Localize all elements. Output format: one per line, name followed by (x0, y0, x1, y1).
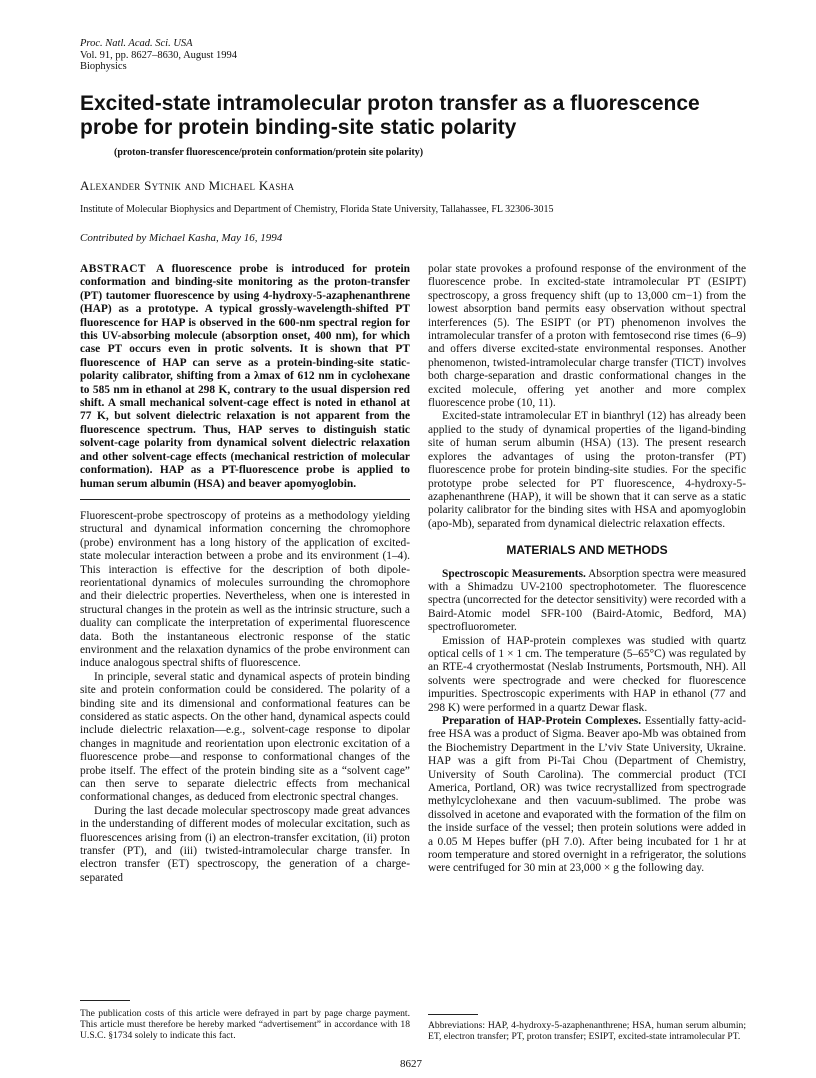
keywords: (proton-transfer fluorescence/protein conformation/protein site polarity) (114, 147, 424, 158)
body-paragraph: In principle, several static and dynamical aspects of protein binding site and protein conformation could be considered. The polarity of a binding site and its dimensional and conformational features can be considered as static aspects. On the other hand, dynamical aspects could include dielectric relaxation—e.g., solvent-cage response to dipolar changes in magnitude and reorientation upon electronic excitation of a fluorescence probe—and response to conformational changes of the probe itself. The effect of the protein binding site as a “solvent cage” can then serve to separate dielectric effects from mechanical conformational changes, as deduced from electronic spectral changes. (80, 670, 410, 804)
right-column (428, 263, 746, 876)
journal-header (80, 38, 237, 73)
body-paragraph: polar state provokes a profound response of the environment of the fluorescence probe. In excited-state intramolecular PT (ESIPT) spectroscopy, a gross frequency shift (up to 13,000 cm−1) from the lowest absorption band permits easy observation without spectral interferences (5). The ESIPT (or PT) phenomenon involves the intramolecular transfer of a proton with femtosecond rise times (6–9) and offers diverse excited-state environmental responses. Another phenomenon, twisted-intramolecular charge transfer (TICT) involves both charge-separation and drastic conformational changes in the excited molecule, offering yet another and more complex fluorescence probe (10, 11). (428, 263, 746, 410)
abbreviations-divider (428, 1014, 478, 1015)
abstract-text: A fluorescence probe is introduced for protein conformation and binding-site monitoring as the proton-transfer (PT) tautomer fluorescence by using 4-hydroxy-5-azaphenanthrene (HAP) as a prototype. A typical grossly-wavelength-shifted PT fluorescence for HAP is observed in the 600-nm spectral region for this UV-absorbing molecule (absorption onset, 400 nm), for which case PT occurs even in protic solvents. It is shown that PT fluorescence of HAP can serve as a protein-binding-site static-polarity calibrator, shifting from a λmax of 612 nm in cyclohexane to 585 nm in ethanol at 298 K, contrary to the usual dispersion red shift. A small mechanical solvent-cage effect is noted in ethanol at 77 K, but solvent dielectric relaxation is not apparent from the fluorescence spectrum. Thus, HAP serves to distinguish static solvent-cage polarity from dynamical solvent dielectric relaxation and other solvent-cage effects (mechanical restriction of molecular conformation). HAP as a PT-fluorescence probe is applied to human serum albumin (HSA) and beaver apomyoglobin. (80, 263, 410, 490)
authors: Alexander Sytnik and Michael Kasha (80, 178, 295, 193)
left-column (80, 263, 410, 885)
abstract-divider (80, 499, 410, 500)
body-paragraph: Excited-state intramolecular ET in bianthryl (12) has already been applied to the study of dynamical properties of the ligand-binding site of human serum albumin (HSA) (13). The present research explores the advantages of using the proton-transfer (PT) fluorescence probe for protein binding-site studies. For the specific prototype probe selected for PT fluorescence, 4-hydroxy-5-azaphenanthrene (HAP), it will be shown that it can serve as a static polarity calibrator for the binding sites with HSA and apomyoglobin (apo-Mb), separated from dynamical dielectric relaxation effects. (428, 410, 746, 530)
section-heading: MATERIALS AND METHODS (506, 543, 668, 558)
methods-text: Absorption spectra were measured with a Shimadzu UV-2100 spectrophotometer. The fluorescence spectra (uncorrected for the detector sensitivity) were recorded with a Baird-Atomic model SFR-100 (Baird-Atomic, Bedford, MA) spectrofluorometer. (428, 567, 746, 634)
methods-paragraph (428, 568, 746, 635)
body-paragraph: Fluorescent-probe spectroscopy of proteins as a methodology yielding structural and dynamical information concerning the chromophore (probe) environment has a long history of the application of excited-state molecular interaction between a probe and its environment (1–4). This interaction is effective for the description of both dipole-reorientational dynamics of molecules surrounding the chromophore and their dielectric properties. Nevertheless, when one is interested in structural changes in the protein as well as the intrinsic structure, such a duality can complicate the interpretation of experimental fluorescence data. Both the instantaneous electronic response of the static environment and the relaxation dynamics of the probe environment can induce analogous spectral shifts of fluorescence. (80, 509, 410, 670)
body-paragraph: During the last decade molecular spectroscopy made great advances in the understanding of different modes of molecular excitation, such as fluorescences arising from (i) an electron-transfer excitation, (ii) proton transfer (PT), and (iii) twisted-intramolecular charge transfer. In electron transfer (ET) spectroscopy, the generation of a charge-separated (80, 804, 410, 884)
affiliation: Institute of Molecular Biophysics and Department of Chemistry, Florida State University, Tallahassee, FL 32306-3015 (80, 204, 554, 215)
footnote-divider (80, 1000, 130, 1001)
page-number: 8627 (400, 1058, 422, 1070)
subsection-heading: Preparation of HAP-Protein Complexes. (442, 715, 642, 727)
journal-volume: Vol. 91, pp. 8627–8630, August 1994 (80, 49, 238, 61)
abstract (80, 263, 410, 491)
methods-paragraph: Emission of HAP-protein complexes was studied with quartz optical cells of 1 × 1 cm. The temperature (5–65°C) was regulated by an RTE-4 cryothermostat (Neslab Instruments, Portsmouth, NH). All solvents were spectrograde and were checked for fluorescence impurities. Spectroscopic experiments with HAP in ethanol (77 and 298 K) were performed in a quartz Dewar flask. (428, 634, 746, 714)
methods-text: Essentially fatty-acid-free HSA was a product of Sigma. Beaver apo-Mb was obtained from the Biochemistry Department in the L’viv State University, Ukraine. HAP was a gift from Pi-Tai Chou (Department of Chemistry, University of South Carolina). The commercial product (TCI America, Portland, OR) was twice recrystallized from spectrograde methylcyclohexane and then vacuum-sublimed. The probe was dissolved in acetone and evaporated with the formation of the film on the inside surface of the vessel; then protein solutions were added in a 0.05 M Hepes buffer (pH 7.0). After being incubated for 1 hr at room temperature and stored overnight in a refrigerator, the solutions were centrifuged for 30 min at 23,000 × g the following day. (428, 715, 746, 875)
abbreviations: Abbreviations: HAP, 4-hydroxy-5-azaphenanthrene; HSA, human serum albumin; ET, electron transfer; PT, proton transfer; ESIPT, excited-state intramolecular PT. (428, 1020, 746, 1042)
contributed-by: Contributed by Michael Kasha, May 16, 1994 (80, 232, 283, 244)
abstract-label: ABSTRACT (80, 263, 147, 275)
paper-title: Excited-state intramolecular proton transfer as a fluorescence probe for protein binding-site static polarity (80, 92, 700, 139)
journal-name: Proc. Natl. Acad. Sci. USA (80, 38, 193, 49)
methods-paragraph (428, 715, 746, 876)
subsection-heading: Spectroscopic Measurements. (442, 567, 586, 580)
footnote: The publication costs of this article were defrayed in part by page charge payment. This article must therefore be hereby marked “advertisement” in accordance with 18 U.S.C. §1734 solely to indicate this fact. (80, 1008, 410, 1041)
journal-section: Biophysics (80, 61, 127, 72)
